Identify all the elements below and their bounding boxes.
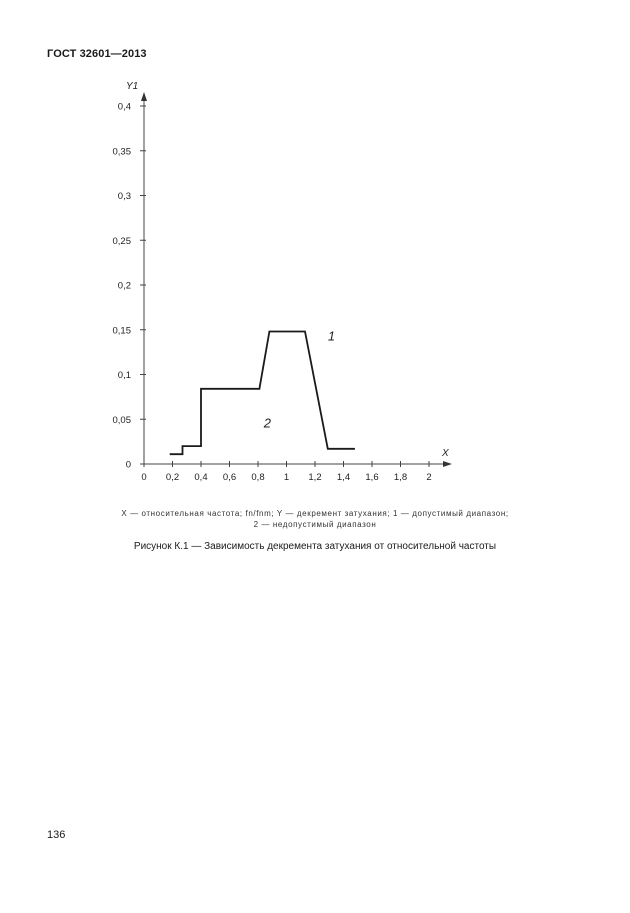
tick-labels	[113, 81, 450, 483]
x-tick-label: 0,4	[194, 472, 208, 483]
y-tick-label: 0,2	[117, 280, 131, 292]
page-number: 136	[47, 829, 66, 841]
document-header: ГОСТ 32601—2013	[47, 48, 147, 60]
x-tick-label: 0,2	[165, 472, 180, 483]
y-tick-label: 0,35	[112, 146, 131, 158]
x-tick-label: 1,2	[308, 472, 322, 483]
annotations	[263, 328, 335, 430]
x-axis-name: X	[442, 448, 449, 459]
x-tick-label: 1	[283, 472, 290, 483]
x-tick-label: 1,6	[365, 472, 379, 483]
x-tick-label: 1,8	[393, 472, 408, 483]
x-tick-label: 0,6	[222, 472, 237, 483]
legend-line-2: 2 — недопустимый диапазон	[253, 520, 377, 529]
x-tick-label: 1,4	[336, 472, 351, 483]
figure-caption: Рисунок К.1 — Зависимость декремента затухания от относительной частоты	[133, 541, 497, 552]
region-label: 2	[263, 415, 271, 431]
y-tick-label: 0,1	[117, 370, 131, 381]
x-tick-label: 0,8	[251, 472, 265, 483]
region-label: 1	[327, 328, 336, 344]
figure-legend	[0, 508, 630, 530]
legend-line-1: X — относительная частота; fn/fnm; Y — декремент затухания; 1 — допустимый диапазон;	[121, 509, 509, 518]
y-axis-arrow	[141, 92, 147, 101]
y-tick-label: 0,15	[112, 325, 131, 337]
series	[170, 331, 355, 454]
series-line	[170, 332, 355, 455]
y-tick-label: 0,3	[117, 191, 131, 202]
y-tick-label: 0,25	[112, 235, 131, 247]
y-axis-name: Y1	[126, 81, 139, 92]
y-tick-label: 0	[125, 459, 131, 471]
x-tick-label: 0	[141, 472, 147, 483]
y-tick-label: 0,05	[112, 414, 131, 426]
x-tick-label: 2	[426, 472, 432, 483]
x-axis-arrow	[443, 461, 452, 467]
y-tick-label: 0,4	[117, 101, 131, 113]
axes	[141, 92, 452, 467]
ticks	[140, 106, 429, 467]
